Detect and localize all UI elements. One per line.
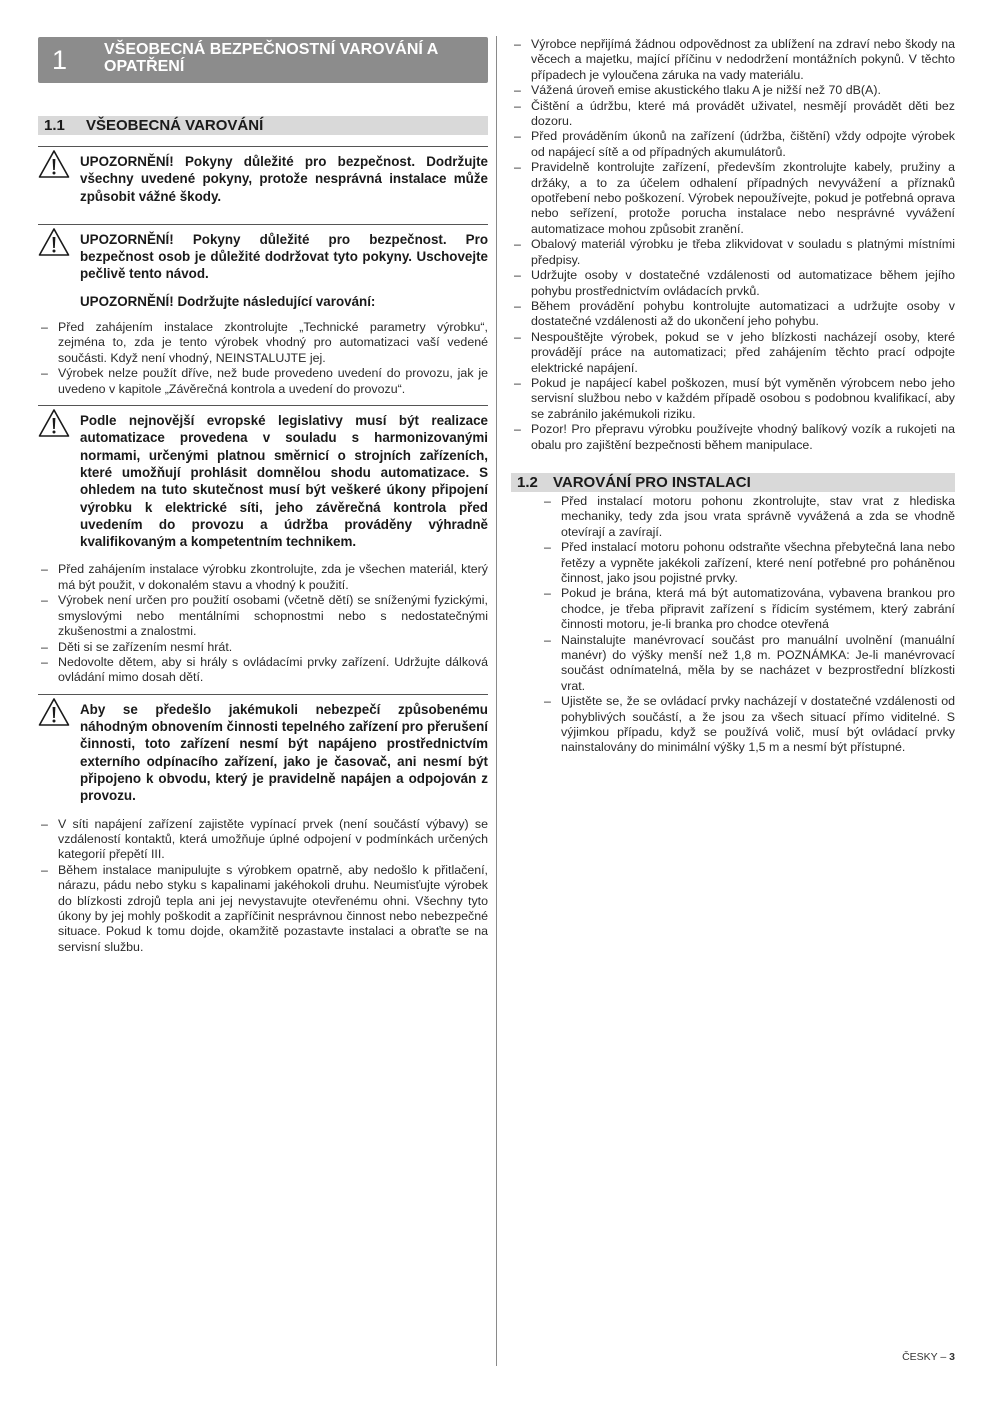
page-number: 3	[949, 1351, 955, 1363]
list-item: – Vážená úroveň emise akustického tlaku A je nižší než 70 dB(A).	[511, 83, 955, 98]
footer-language: ČESKY –	[902, 1351, 947, 1363]
bullet-list	[511, 37, 955, 453]
list-item: – Udržujte osoby v dostatečné vzdálenosti od automatizace během jejího pohybu prostřednictvím ovládacích prvků.	[511, 268, 955, 299]
warning-block	[38, 694, 488, 955]
right-column	[511, 37, 955, 756]
list-item: – Ujistěte se, že se ovládací prvky nacházejí v dostatečné vzdálenosti od pohyblivých součástí, a že jsou za všech situací přímo viditelné. S výjimkou případu, když se používá volič, musí být ovládací prvky nainstalovány do minimální výšky 1,5 m a nesmí být přístupné.	[541, 694, 955, 756]
list-item: – Před prováděním úkonů na zařízení (údržba, čištění) vždy odpojte výrobek od napájecí sítě a od případných akumulátorů.	[511, 129, 955, 160]
list-item: – Před instalací motoru pohonu odstraňte všechna přebytečná lana nebo řetězy a vypněte jakékoli zařízení, které není potřebné pro poháněnou činnost, jako jsou pojistné prvky.	[541, 540, 955, 586]
list-item: – Obalový materiál výrobku je třeba zlikvidovat v souladu s platnými místními předpisy.	[511, 237, 955, 268]
bullet-list	[511, 494, 955, 756]
list-item: – Před zahájením instalace zkontrolujte „Technické parametry výrobku“, zejména to, zda je tento výrobek vhodný pro automatizaci vaší vedené součásti. Když není vhodný, NEINSTALUJTE jej.	[38, 320, 488, 366]
warning-triangle-icon	[38, 697, 70, 727]
list-item: – Pokud je brána, která má být automatizována, vybavena brankou pro chodce, je třeba připravit zařízení s řídicím systémem, který zabrání činnosti motoru, je-li branka pro chodce otevřená	[541, 586, 955, 632]
warning-text: Aby se předešlo jakémukoli nebezpečí způsobenému náhodným obnovením činnosti tepelného zařízení pro přerušení činnosti, toto zařízení nesmí být napájeno prostřednictvím externího odpínacího zařízení, jako je časovač, ani nesmí být připojeno k obvodu, který je pravidelně napájen a odpojován z provozu.	[80, 701, 488, 804]
bullet-list	[38, 562, 488, 685]
list-item: – Pokud je napájecí kabel poškozen, musí být vyměněn výrobcem nebo jeho servisní službou nebo v každém případě osobou s podobnou kvalifikací, aby se zabránilo jakémukoli riziku.	[511, 376, 955, 422]
warning-text: UPOZORNĚNÍ! Dodržujte následující varování:	[80, 293, 376, 309]
list-item: – V síti napájení zařízení zajistěte vypínací prvek (není součástí výbavy) se vzdáleností kontaktů, která umožňuje úplné odpojení v podmínkách určených kategorií přepětí III.	[38, 817, 488, 863]
list-item: – Nespouštějte výrobek, pokud se v jeho blízkosti nacházejí osoby, které provádějí práce na automatizaci; před zahájením těchto prací odpojte elektrické napájení.	[511, 330, 955, 376]
bullet-list	[38, 320, 488, 397]
section-title: VŠEOBECNÁ VAROVÁNÍ	[86, 117, 264, 134]
section-heading	[511, 473, 955, 492]
section-number: 1.2	[517, 473, 538, 491]
warning-text: Podle nejnovější evropské legislativy musí být realizace automatizace provedena v souladu s harmonizovanými normami, určenými platnou směrnicí o strojních zařízeních, které umožňují prohlásit domnělou shodu automatizace. S ohledem na tuto skutečnost musí být veškeré úkony připojení výrobku k elektrické síti, jeho závěrečná kontrola před uvedením do provozu a údržba prováděny výhradně kvalifikovaným a kompetentním technikem.	[80, 413, 488, 550]
list-item: – Pravidelně kontrolujte zařízení, především zkontrolujte kabely, pružiny a držáky, a to za účelem odhalení případných nevyvážení a příznaků opotřebení nebo poškození. Výrobek nepoužívejte, pokud je potřebná oprava nebo seřízení, protože porucha instalace nebo nesprávné vyvážení automatizace mohou způsobit zranění.	[511, 160, 955, 237]
warning-triangle-icon	[38, 149, 70, 179]
chapter-title: VŠEOBECNÁ BEZPEČNOSTNÍ VAROVÁNÍ A OPATŘENÍ	[104, 41, 438, 75]
chapter-number: 1	[52, 45, 68, 75]
section-title: VAROVÁNÍ PRO INSTALACI	[553, 473, 751, 491]
list-item: – Nainstalujte manévrovací součást pro manuální uvolnění (manuální manévr) do výšky menší než 1,8 m. POZNÁMKA: Je-li manévrovací součást odnímatelná, měla by se nacházet v bezprostřední blízkosti vrat.	[541, 633, 955, 695]
page-footer	[902, 1351, 955, 1363]
left-flow	[38, 116, 488, 955]
column-divider	[496, 36, 497, 1366]
list-item: – Výrobce nepřijímá žádnou odpovědnost za ublížení na zdraví nebo škody na věcech a majetku, mající příčinu v nedodržení montážních pokynů. V těchto případech je vyloučena záruka na vady materiálu.	[511, 37, 955, 83]
list-item: – Nedovolte dětem, aby si hrály s ovládacími prvky zařízení. Udržujte dálková ovládání mimo dosah dětí.	[38, 655, 488, 686]
chapter-header	[38, 37, 488, 83]
warning-triangle-icon	[38, 408, 70, 438]
warning-block	[38, 224, 488, 397]
list-item: – Před zahájením instalace výrobku zkontrolujte, zda je všechen materiál, který má být použit, v dokonalém stavu a vhodný k použití.	[38, 562, 488, 593]
warning-block	[38, 405, 488, 686]
list-item: – Čištění a údržbu, které má provádět uživatel, nesmějí provádět děti bez dozoru.	[511, 99, 955, 130]
warning-text: UPOZORNĚNÍ! Pokyny důležité pro bezpečnost. Dodržujte všechny uvedené pokyny, protože nesprávná instalace může způsobit vážné škody.	[80, 154, 488, 204]
list-item: – Během instalace manipulujte s výrobkem opatrně, aby nedošlo k přitlačení, nárazu, pádu nebo styku s kapalinami jakéhokoli druhu. Neumisťujte výrobek do blízkosti zdrojů tepla ani jej nevystavujte otevřenému ohni. Všechny tyto úkony by jej mohly poškodit a zapříčinit nesprávnou činnost nebo nebezpečné situace. Pokud k tomu dojde, okamžitě pozastavte instalaci a obraťte se na servisní službu.	[38, 863, 488, 955]
warning-block	[38, 146, 488, 205]
list-item: – Před instalací motoru pohonu zkontrolujte, stav vrat z hlediska mechaniky, tedy zda jsou vrata správně vyvážená a zda se vhodně otevírají a zavírají.	[541, 494, 955, 540]
warning-triangle-icon	[38, 227, 70, 257]
list-item: – Během provádění pohybu kontrolujte automatizaci a udržujte osoby v dostatečné vzdálenosti až do ukončení jeho pohybu.	[511, 299, 955, 330]
section-number: 1.1	[44, 117, 65, 134]
bullet-list	[38, 817, 488, 956]
warning-text: UPOZORNĚNÍ! Pokyny důležité pro bezpečnost. Pro bezpečnost osob je důležité dodržovat tyto pokyny. Uschovejte pečlivě tento návod.	[80, 231, 488, 282]
list-item: – Děti si se zařízením nesmí hrát.	[38, 640, 488, 655]
section-heading	[38, 116, 488, 135]
list-item: – Výrobek není určen pro použití osobami (včetně dětí) se sníženými fyzickými, smyslovými nebo mentálními schopnostmi nebo s nedostatečnými zkušenostmi a znalostmi.	[38, 593, 488, 639]
list-item: – Výrobek nelze použít dříve, než bude provedeno uvedení do provozu, jak je uvedeno v kapitole „Závěrečná kontrola a uvedení do provozu“.	[38, 366, 488, 397]
list-item: – Pozor! Pro přepravu výrobku používejte vhodný balíkový vozík a rukojeti na obalu pro zajištění bezpečnosti během manipulace.	[511, 422, 955, 453]
